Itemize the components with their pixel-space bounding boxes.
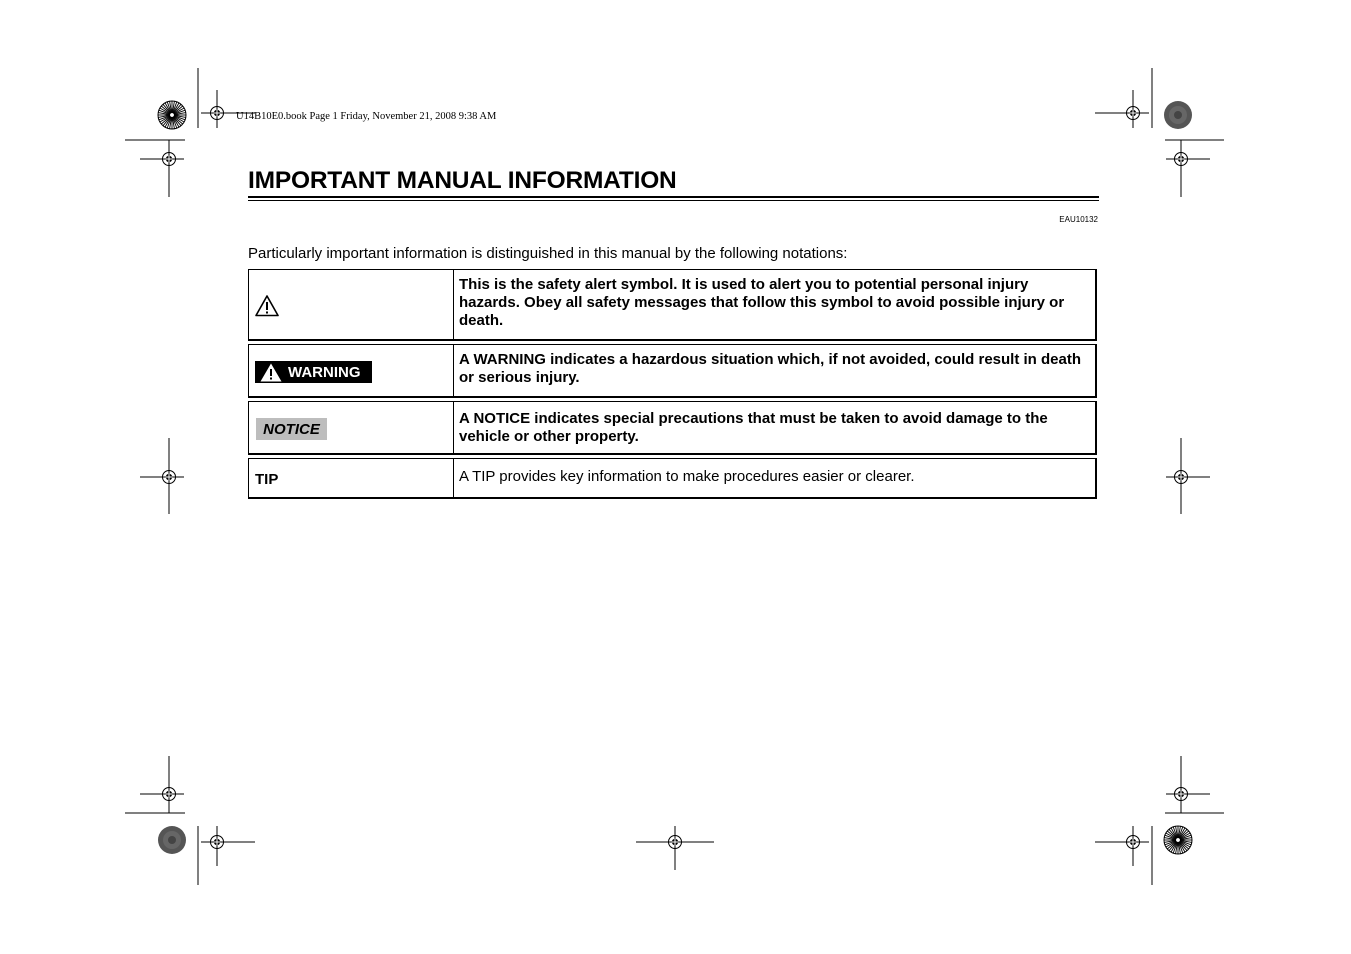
notation-row-warning <box>248 344 1097 398</box>
print-slug: U14B10E0.book Page 1 Friday, November 21, 2008 9:38 AM <box>236 111 497 122</box>
notation-symbol-cell <box>249 270 454 339</box>
title-rule-thin <box>248 200 1099 201</box>
warning-triangle-icon <box>260 363 282 382</box>
crop-mark-bottom-left <box>125 756 255 885</box>
notice-badge: NOTICE <box>256 418 327 440</box>
warning-label: WARNING <box>288 363 361 381</box>
starburst-icon <box>1164 826 1192 854</box>
notation-symbol-cell <box>249 402 454 453</box>
safety-alert-icon <box>255 295 279 317</box>
notation-row-safety-alert <box>248 269 1097 341</box>
warning-badge <box>255 361 372 383</box>
starburst-icon <box>158 101 186 129</box>
starburst-dark-icon <box>1164 101 1192 129</box>
starburst-dark-icon <box>158 826 186 854</box>
page-title: IMPORTANT MANUAL INFORMATION <box>248 167 677 194</box>
notation-row-tip <box>248 458 1097 499</box>
notation-description: A TIP provides key information to make procedures easier or clearer. <box>459 468 915 485</box>
notation-description: This is the safety alert symbol. It is used to alert you to potential personal injury hazards. Obey all safety messages that follow this symbol to avoid possible injury or death. <box>459 276 1065 329</box>
notation-symbol-cell <box>249 459 454 497</box>
title-rule <box>248 196 1099 198</box>
intro-text: Particularly important information is distinguished in this manual by the following notations: <box>248 245 848 262</box>
notation-row-notice <box>248 401 1097 455</box>
document-code: EAU10132 <box>1059 215 1098 224</box>
notation-description: A WARNING indicates a hazardous situation which, if not avoided, could result in death or serious injury. <box>459 351 1082 386</box>
crop-mark-bottom-right <box>1095 756 1224 885</box>
crop-mark-top-left <box>125 68 255 197</box>
notation-symbol-cell <box>249 345 454 396</box>
crop-mark-top-right <box>1095 68 1224 197</box>
notation-description: A NOTICE indicates special precautions that must be taken to avoid damage to the vehicle or other property. <box>459 410 1048 445</box>
tip-label: TIP <box>255 471 279 488</box>
